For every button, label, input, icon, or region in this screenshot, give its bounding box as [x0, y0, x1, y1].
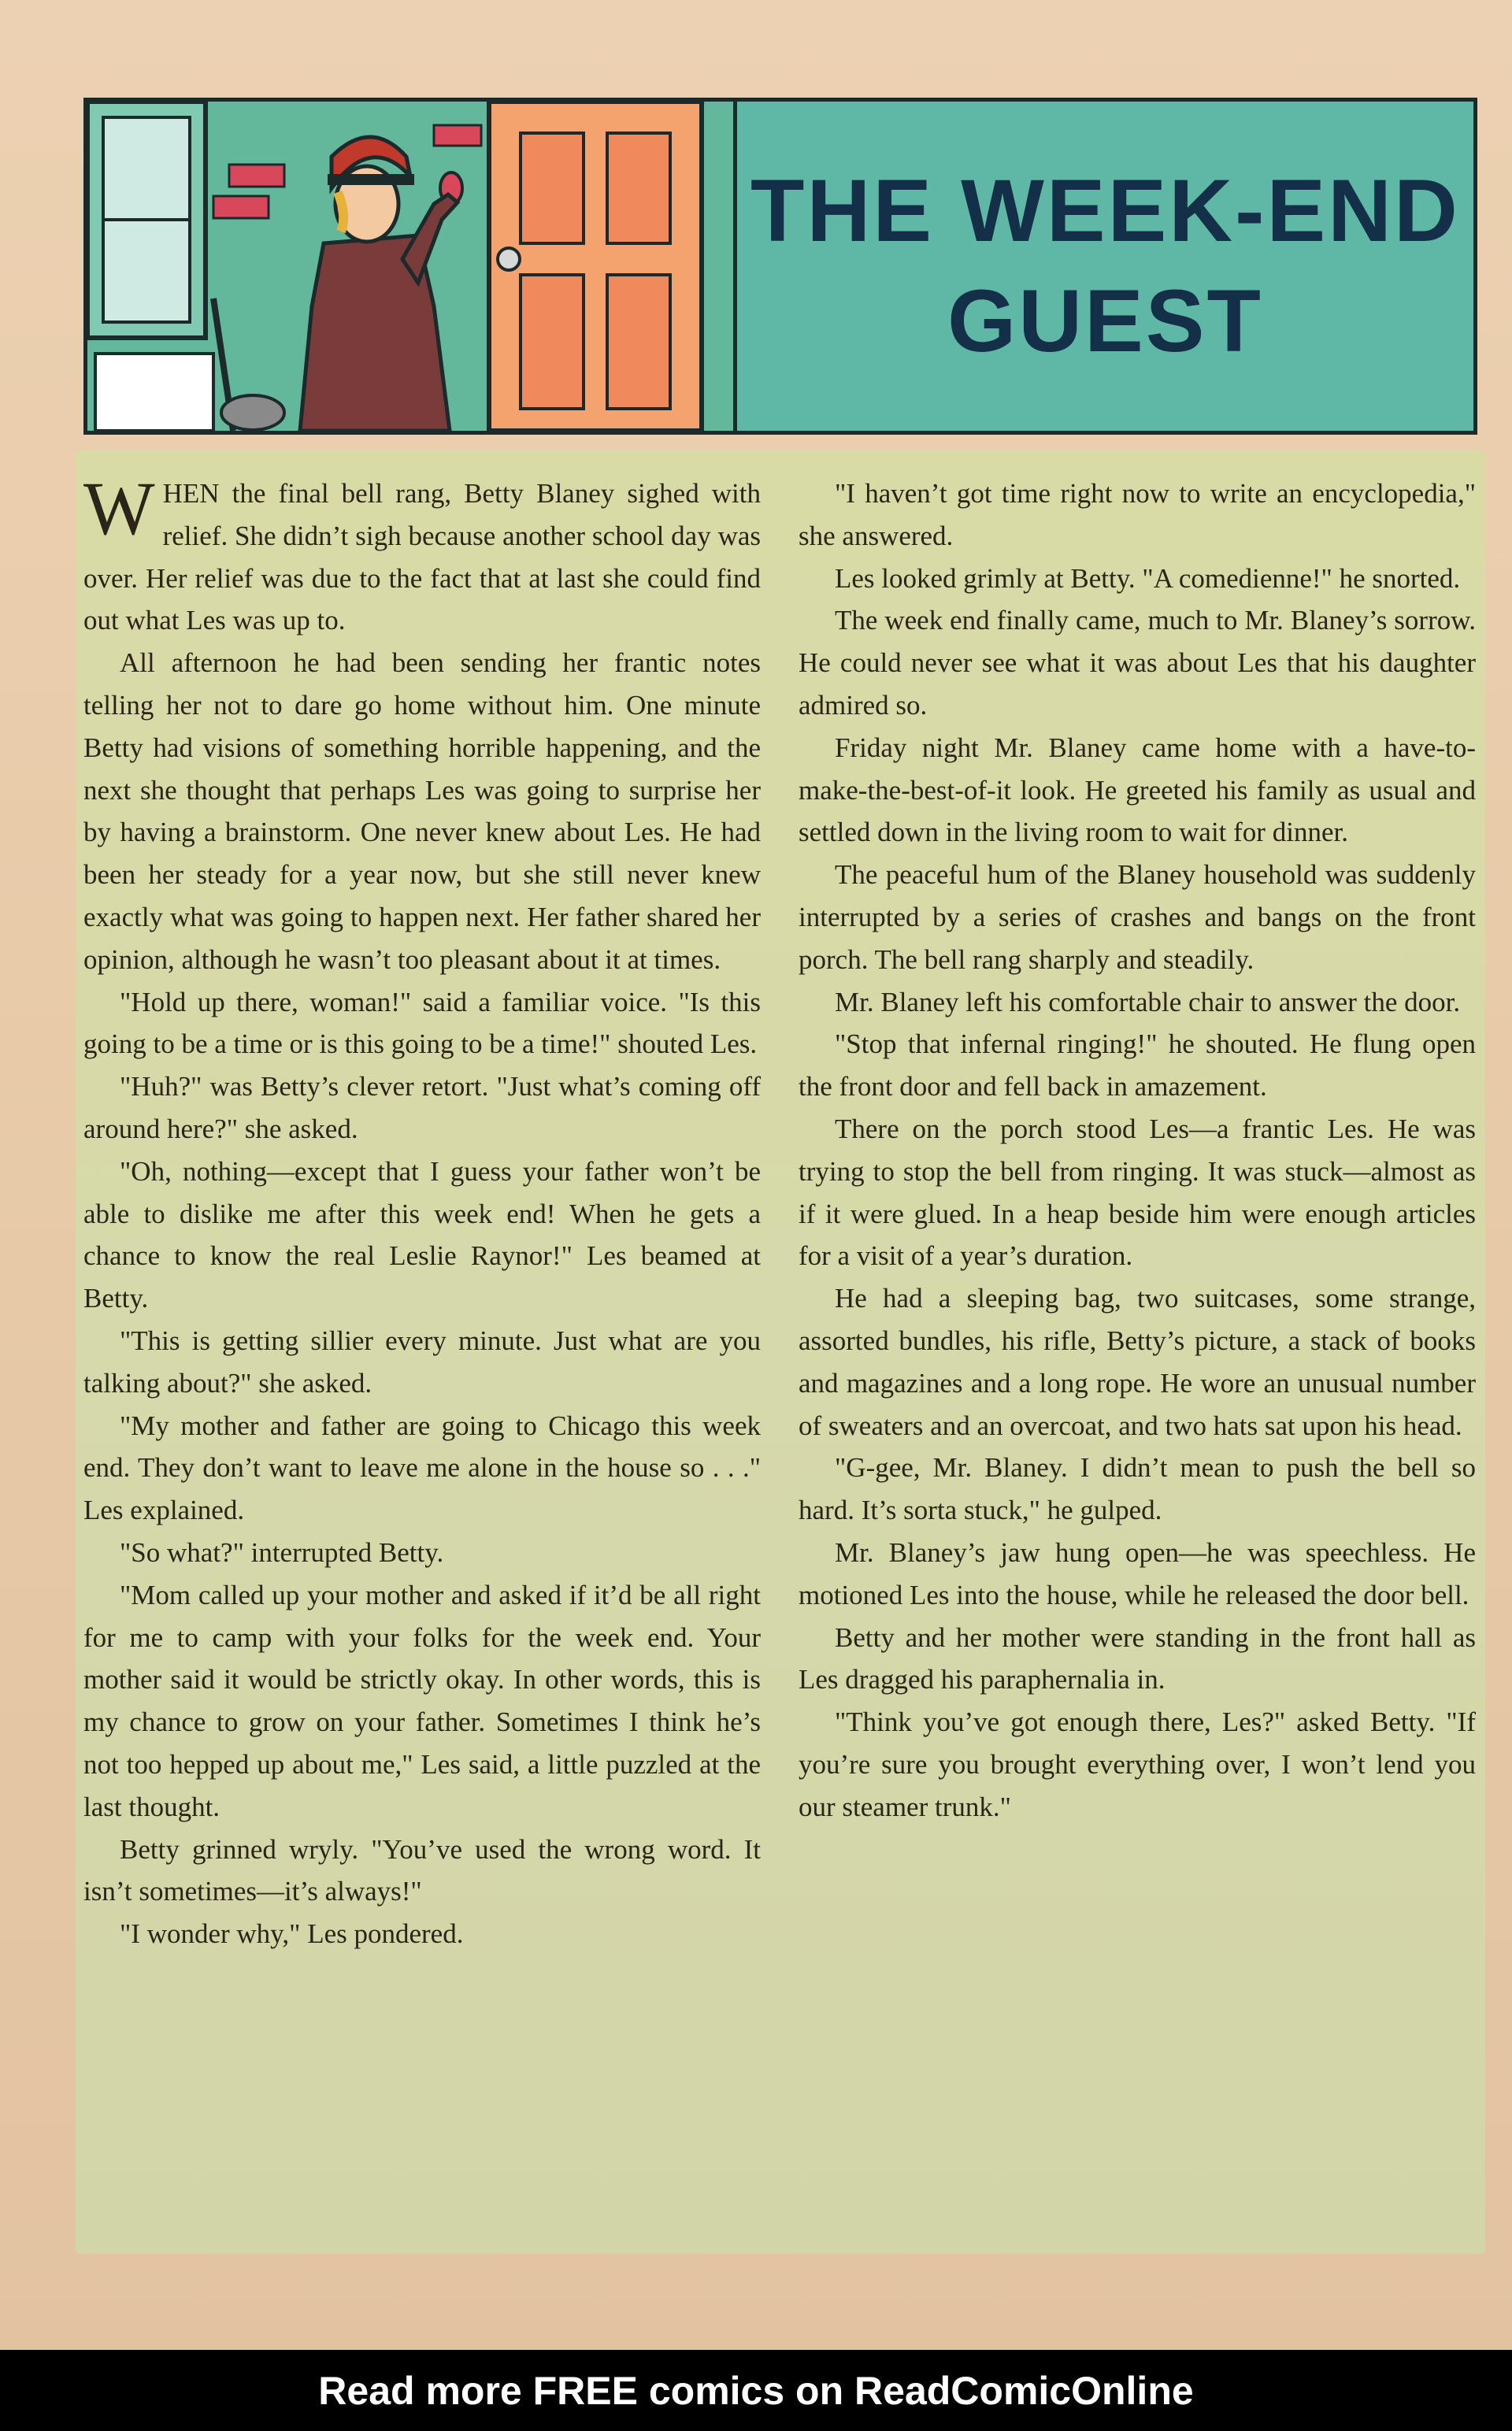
title-line-2: GUEST: [947, 272, 1263, 370]
paragraph: Mr. Blaney left his comfortable chair to answer the door.: [835, 986, 1461, 1017]
dropcap: W: [83, 466, 155, 550]
paragraph: "I haven’t got time right now to write an encyclopedia," she answered.: [799, 478, 1476, 551]
paragraph: "Think you’ve got enough there, Les?" asked Betty. "If you’re sure you brought everything over, I won’t lend you our steamer trunk.": [799, 1707, 1476, 1822]
story-title: [733, 102, 1473, 431]
paragraph: Mr. Blaney’s jaw hung open—he was speechless. He motioned Les into the house, while he released the door bell.: [799, 1536, 1476, 1610]
paragraph: "Mom called up your mother and asked if it’d be all right for me to camp with your folks for the week end. Your mother said it would be strictly okay. In other words, this is my chance to grow on your father. Sometimes I think he’s not too hepped up about me," Les said, a little puzzled at the last thought.: [83, 1579, 761, 1822]
paragraph: Les looked grimly at Betty. "A comedienne!" he snorted.: [835, 562, 1461, 594]
paragraph: The peaceful hum of the Blaney household was suddenly interrupted by a series of crashes and bangs on the front porch. The bell rang sharply and steadily.: [799, 859, 1476, 975]
paragraph: Betty and her mother were standing in the front hall as Les dragged his paraphernalia in.: [799, 1621, 1476, 1695]
paragraph: "Oh, nothing—except that I guess your father won’t be able to dislike me after this week end! When he gets a chance to know the real Leslie Raynor!" Les beamed at Betty.: [83, 1155, 761, 1314]
footer-link[interactable]: Read more FREE comics on ReadComicOnline: [318, 2368, 1194, 2413]
paragraph: "G-gee, Mr. Blaney. I didn’t mean to push the bell so hard. It’s sorta stuck," he gulped.: [799, 1452, 1476, 1526]
paragraph: Betty grinned wryly. "You’ve used the wrong word. It isn’t sometimes—it’s always!": [83, 1833, 761, 1907]
paragraph: "My mother and father are going to Chicago this week end. They don’t want to leave me alone in the house so . . ." Les explained.: [83, 1410, 761, 1526]
paragraph: He had a sleeping bag, two suitcases, some strange, assorted bundles, his rifle, Betty’s picture, a stack of books and magazines and a long rope. He wore an unusual number of sweaters and an overcoat, and two hats sat upon his head.: [799, 1283, 1476, 1441]
paragraph: "I wonder why," Les pondered.: [120, 1918, 464, 1950]
paragraph: WHEN the final bell rang, Betty Blaney sighed with relief. She didn’t sigh because another school day was over. Her relief was due to the fact that at last she could find out what Les was up to.: [83, 466, 761, 636]
paragraph: "Huh?" was Betty’s clever retort. "Just what’s coming off around here?" she asked.: [83, 1071, 761, 1144]
paragraph: "Stop that infernal ringing!" he shouted. He flung open the front door and fell back in amazement.: [799, 1028, 1476, 1102]
story-column-left: [83, 466, 761, 1955]
footer-banner[interactable]: [0, 2350, 1512, 2431]
paragraph: "This is getting sillier every minute. Just what are you talking about?" she asked.: [83, 1325, 761, 1399]
paragraph: Friday night Mr. Blaney came home with a have-to-make-the-best-of-it look. He greeted his family as usual and settled down in the living room to wait for dinner.: [799, 732, 1476, 848]
illustration-man-at-door: [87, 102, 733, 431]
paragraph: All afternoon he had been sending her frantic notes telling her not to dare go home without him. One minute Betty had visions of something horrible happening, and the next she thought that perhaps Les was going to surprise her by having a brainstorm. One never knew about Les. He had been her steady for a year now, but she still never knew exactly what was going to happen next. Her father shared her opinion, although he wasn’t too pleasant about it at times.: [83, 647, 761, 975]
paragraph: The week end finally came, much to Mr. Blaney’s sorrow. He could never see what it was about Les that his daughter admired so.: [799, 605, 1476, 721]
paragraph: "Hold up there, woman!" said a familiar voice. "Is this going to be a time or is this going to be a time!" shouted Les.: [83, 986, 761, 1060]
title-line-1: THE WEEK-END: [750, 161, 1460, 260]
paragraph: There on the porch stood Les—a frantic Les. He was trying to stop the bell from ringing. It was stuck—almost as if it were glued. In a heap beside him were enough articles for a visit of a year’s duration.: [799, 1113, 1476, 1272]
story-column-right: [799, 472, 1476, 1829]
story-header-panel: [83, 98, 1477, 435]
paragraph: "So what?" interrupted Betty.: [120, 1536, 444, 1568]
